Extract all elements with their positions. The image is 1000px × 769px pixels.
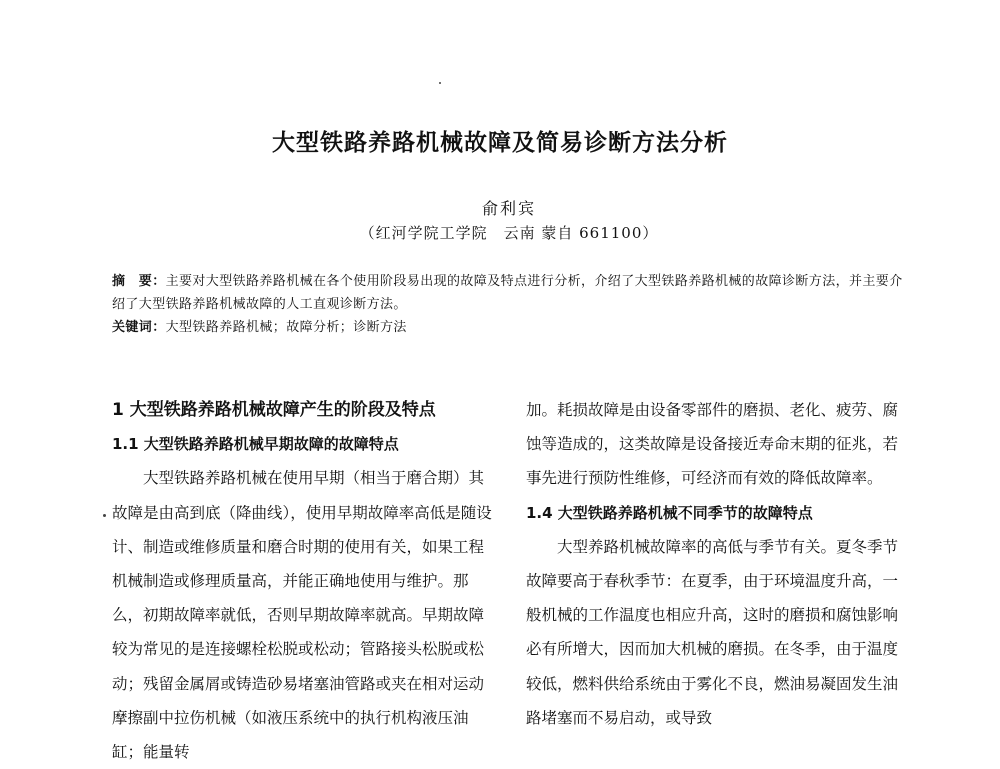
scan-speck [103, 514, 106, 517]
section-heading: 1 大型铁路养路机械故障产生的阶段及特点 [112, 400, 436, 420]
keywords [112, 316, 912, 339]
author-name: 俞利宾 [481, 199, 536, 218]
left-column [112, 393, 494, 769]
paper-title: 大型铁路养路机械故障及简易诊断方法分析 [272, 130, 728, 156]
right-column [526, 393, 911, 735]
abstract [112, 270, 912, 316]
author-affiliation: （红河学院工学院 云南 蒙自 661100） [359, 224, 659, 242]
body-paragraph: 大型养路机械故障率的高低与季节有关。夏冬季节故障要高于春秋季节：在夏季，由于环境温度升高，一般机械的工作温度也相应升高，这时的磨损和腐蚀影响必有所增大，因而加大机械的磨损。在冬季，由于温度较低，燃料供给系统由于雾化不良，燃油易凝固发生油路堵塞而不易启动，或导致 [526, 537, 899, 727]
abstract-label: 摘 要： [112, 274, 166, 289]
subsection-heading: 1.4 大型铁路养路机械不同季节的故障特点 [526, 503, 813, 522]
abstract-text: 主要对大型铁路养路机械在各个使用阶段易出现的故障及特点进行分析，介绍了大型铁路养路机械的故障诊断方法，并主要介绍了大型铁路养路机械故障的人工直观诊断方法。 [112, 274, 903, 312]
body-paragraph: 加。耗损故障是由设备零部件的磨损、老化、疲劳、腐蚀等造成的，这类故障是设备接近寿命末期的征兆，若事先进行预防性维修，可经济而有效的降低故障率。 [526, 401, 899, 488]
keywords-label: 关键词： [112, 320, 166, 335]
body-paragraph: 大型铁路养路机械在使用早期（相当于磨合期）其故障是由高到底（降曲线），使用早期故障率高低是随设计、制造或维修质量和磨合时期的使用有关，如果工程机械制造或修理质量高，并能正确地使用与维护。那么，初期故障率就低，否则早期故障率就高。早期故障较为常见的是连接螺栓松脱或松动；管路接头松脱或松动；残留金属屑或铸造砂易堵塞油管路或夹在相对运动摩擦副中拉伤机械（如液压系统中的执行机构液压油缸；能量转 [112, 469, 492, 762]
abstract-block [112, 270, 912, 339]
keywords-text: 大型铁路养路机械；故障分析；诊断方法 [165, 320, 407, 335]
subsection-heading: 1.1 大型铁路养路机械早期故障的故障特点 [112, 435, 399, 454]
scan-speck [439, 82, 441, 84]
